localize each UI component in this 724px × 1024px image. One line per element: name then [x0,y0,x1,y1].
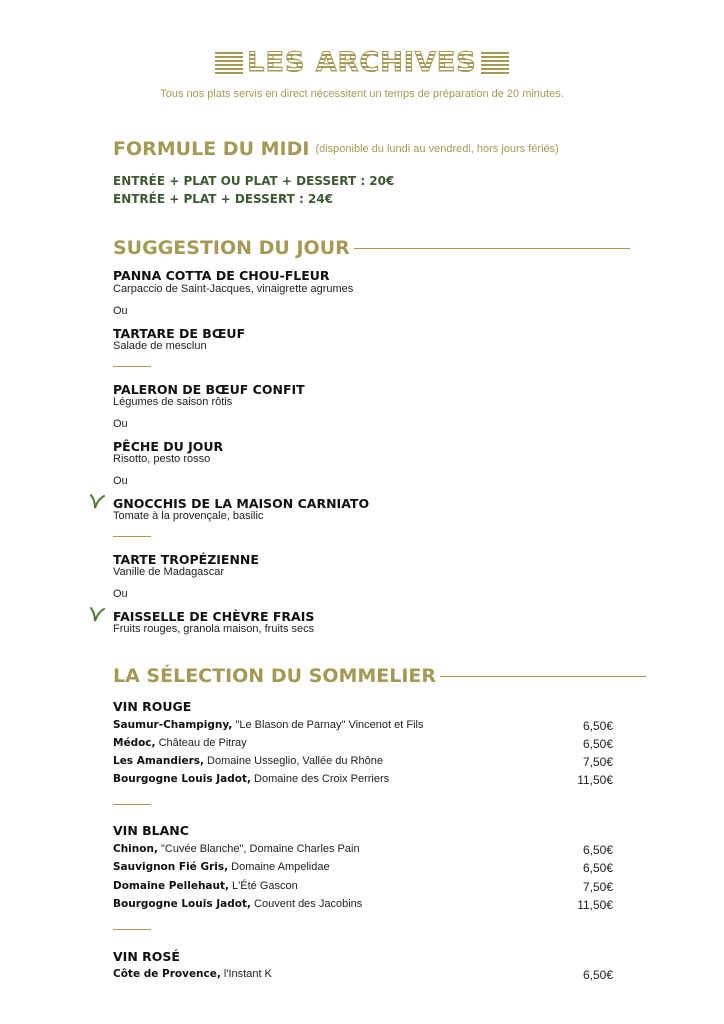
wine-price: 6,50€ [582,843,613,857]
course-divider [113,536,151,537]
logo-bars-right [481,52,509,74]
wine-detail: Château de Pitray [155,737,247,749]
wine-price: 6,50€ [582,861,613,875]
dish-desc: Légumes de saison rôtis [113,396,233,408]
ou-separator: Ou [113,305,128,317]
dish-name: PÊCHE DU JOUR [113,439,224,454]
formule-line-1: ENTRÉE + PLAT OU PLAT + DESSERT : 20€ [113,174,395,188]
suggestion-title [113,237,630,259]
wine-category: VIN BLANC [113,823,189,838]
suggestion-title-rule [354,248,630,249]
sommelier-title [113,665,646,687]
dish-name: TARTE TROPÉZIENNE [113,552,259,567]
wine-name: Chinon, [113,843,158,855]
leaf-icon [89,493,105,509]
wine-detail: "Le Blason de Parnay" Vincenot et Fils [232,719,424,731]
wine-category: VIN ROSÉ [113,949,180,964]
wine-price: 11,50€ [577,773,613,787]
wine-name: Sauvignon Fié Gris, [113,861,229,873]
wine-name: Saumur-Champigny, [113,719,233,731]
wine-detail: Domaine Usseglio, Vallée du Rhône [204,755,383,767]
dish-name: PANNA COTTA DE CHOU-FLEUR [113,268,330,283]
sommelier-title-rule [440,676,646,677]
wine-label [113,755,383,769]
wine-detail: l'Instant K [220,968,272,980]
wine-price: 11,50€ [577,898,613,912]
dish-desc: Fruits rouges, granola maison, fruits secs [113,623,315,635]
wine-label [113,773,389,787]
dish-desc: Tomate à la provençale, basilic [113,510,264,522]
wine-row [113,898,613,912]
wine-price: 6,50€ [582,719,613,733]
wine-divider [113,929,151,930]
wine-name: Côte de Provence, [113,968,221,980]
tagline: Tous nos plats servis en direct nécessitent un temps de préparation de 20 minutes. [160,88,564,100]
wine-price: 7,50€ [582,755,613,769]
wine-name: Bourgogne Louis Jadot, [113,773,251,785]
ou-separator: Ou [113,475,128,487]
wine-label [113,843,360,857]
dish-name: TARTARE DE BŒUF [113,326,246,341]
wine-name: Les Amandiers, [113,755,204,767]
wine-price: 6,50€ [582,737,613,751]
wine-row [113,755,613,769]
wine-detail: L'Été Gascon [229,880,298,892]
wine-label [113,898,362,912]
dish-name: PALERON DE BŒUF CONFIT [113,382,305,397]
wine-price: 6,50€ [582,968,613,982]
leaf-icon [89,606,105,622]
dish-name: GNOCCHIS DE LA MAISON CARNIATO [113,496,370,511]
wine-name: Médoc, [113,737,156,749]
formule-title-text: FORMULE DU MIDI [113,138,310,160]
wine-name: Domaine Pellehaut, [113,880,229,892]
wine-category: VIN ROUGE [113,699,192,714]
wine-row [113,880,613,894]
wine-label [113,719,423,733]
logo-text: LES ARCHIVES [247,47,477,78]
dish-desc: Salade de mesclun [113,340,207,352]
logo-bars-left [215,52,243,74]
wine-label [113,968,272,982]
wine-price: 7,50€ [582,880,613,894]
logo [0,46,724,80]
wine-divider [113,804,151,805]
wine-name: Bourgogne Louis Jadot, [113,898,251,910]
ou-separator: Ou [113,418,128,430]
wine-detail: "Cuvée Blanche", Domaine Charles Pain [157,843,360,855]
wine-detail: Couvent des Jacobins [250,898,363,910]
suggestion-title-text: SUGGESTION DU JOUR [113,237,350,259]
ou-separator: Ou [113,588,128,600]
wine-row [113,968,613,982]
wine-row [113,861,613,875]
formule-note: (disponible du lundi au vendredi, hors jours fériés) [315,143,559,155]
wine-row [113,737,613,751]
wine-label [113,861,330,875]
wine-row [113,773,613,787]
course-divider [113,366,151,367]
wine-label [113,880,298,894]
wine-detail: Domaine des Croix Perriers [250,773,390,785]
dish-desc: Risotto, pesto rosso [113,453,211,465]
wine-row [113,719,613,733]
sommelier-title-text: LA SÉLECTION DU SOMMELIER [113,665,437,687]
dish-desc: Vanille de Madagascar [113,566,225,578]
dish-name: FAISSELLE DE CHÈVRE FRAIS [113,609,315,624]
formule-title [113,138,559,160]
wine-label [113,737,247,751]
formule-line-2: ENTRÉE + PLAT + DESSERT : 24€ [113,192,334,206]
wine-row [113,843,613,857]
dish-desc: Carpaccio de Saint-Jacques, vinaigrette agrumes [113,283,354,295]
wine-detail: Domaine Ampelidae [228,861,330,873]
